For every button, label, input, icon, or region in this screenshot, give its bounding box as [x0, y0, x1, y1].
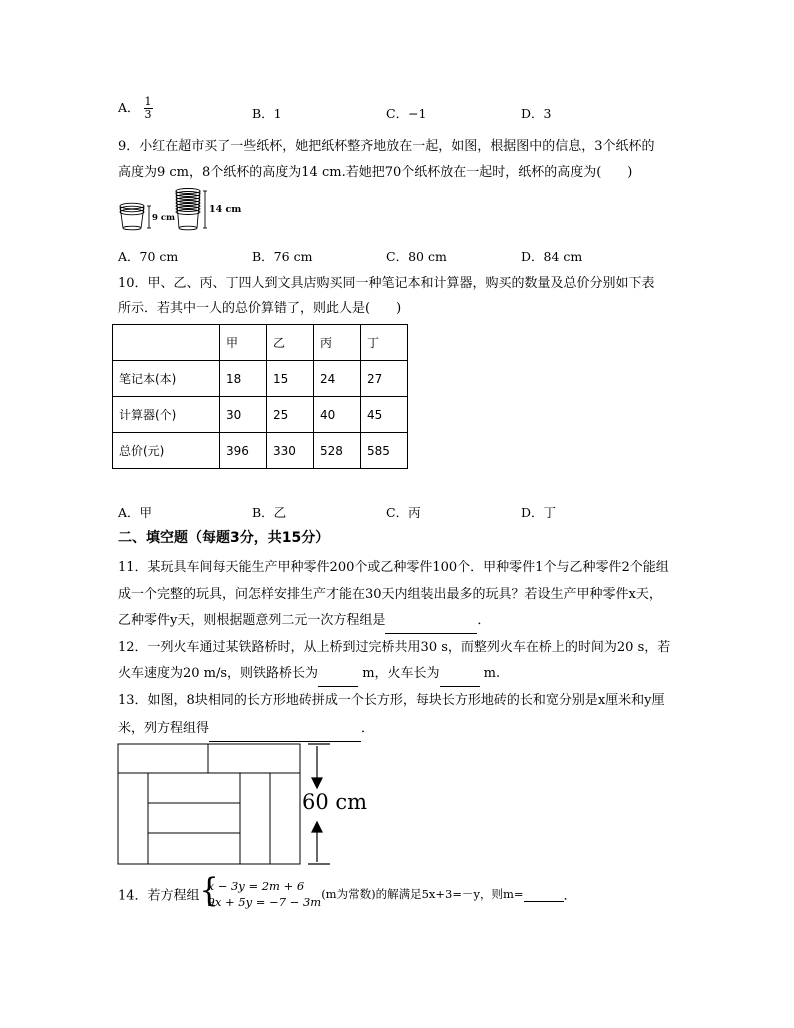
table-cell: 528: [314, 433, 361, 469]
q12-text-c: m.: [479, 666, 501, 681]
table-row-label: 计算器(个): [113, 397, 220, 433]
q8-option-b: B．1: [252, 106, 282, 121]
q13-end: ．: [361, 721, 375, 736]
q8-option-a-label: A．: [118, 100, 140, 115]
q9-option-d: D．84 cm: [521, 249, 583, 264]
q8-option-d: D．3: [521, 106, 552, 121]
brace-icon: {: [199, 871, 219, 910]
table-cell: 18: [220, 361, 267, 397]
table-cell: 396: [220, 433, 267, 469]
table-cell: 25: [267, 397, 314, 433]
table-header-cell: 丁: [361, 325, 408, 361]
q14-end: ．: [563, 888, 577, 904]
q10-option-d: D．丁: [521, 505, 557, 520]
table-header-cell: 甲: [220, 325, 267, 361]
q12-line-2: [118, 661, 500, 687]
q11-line-3: [118, 608, 490, 634]
table-row: [113, 361, 408, 397]
table-row-label: 笔记本(本): [113, 361, 220, 397]
q10-option-c: C．丙: [386, 505, 421, 520]
answer-blank: [440, 661, 480, 687]
q10-table: [112, 324, 408, 469]
fraction-denominator: 3: [144, 108, 152, 121]
q10-option-a: A．甲: [118, 505, 153, 520]
q13-label-60cm: 60 cm: [302, 790, 368, 814]
table-row: [113, 397, 408, 433]
q9-option-c: C．80 cm: [386, 249, 447, 264]
q9-option-b: B．76 cm: [252, 249, 313, 264]
table-cell: 24: [314, 361, 361, 397]
q9-line-1: 9．小红在超市买了一些纸杯，她把纸杯整齐地放在一起，如图，根据图中的信息，3个纸杯的: [118, 139, 655, 154]
q11-line-2: 成一个完整的玩具，问怎样安排生产才能在30天内组装出最多的玩具？若设生产甲种零件x天，: [118, 587, 662, 602]
table-cell: 45: [361, 397, 408, 433]
q10-line-2: 所示．若其中一人的总价算错了，则此人是( ): [118, 301, 402, 316]
answer-blank: [524, 886, 564, 902]
q9-label-14cm: 14 cm: [209, 204, 242, 215]
q13-tile-figure: [116, 742, 376, 866]
q13-line-2: [118, 716, 374, 742]
table-row: [113, 433, 408, 469]
answer-blank: [209, 716, 361, 742]
q14-line: [118, 871, 577, 918]
q9-line-2: 高度为9 cm，8个纸杯的高度为14 cm.若她把70个纸杯放在一起时，纸杯的高度为( ): [118, 165, 633, 180]
table-cell: [113, 325, 220, 361]
q12-text-a: 火车速度为20 m/s，则铁路桥长为: [118, 666, 319, 681]
answer-blank: [385, 608, 477, 634]
table-cell: 585: [361, 433, 408, 469]
table-cell: 15: [267, 361, 314, 397]
fraction-numerator: 1: [144, 95, 152, 108]
table-header-cell: 丙: [314, 325, 361, 361]
q9-cups-figure: [117, 188, 247, 232]
q14-suffix: (m为常数)的解满足5x+3=－y，则m=: [321, 887, 524, 901]
q8-option-c: C．−1: [386, 106, 427, 121]
q10-option-b: B．乙: [252, 505, 287, 520]
section-heading: 二、填空题（每题3分，共15分）: [118, 530, 330, 546]
q14-eq1: x − 3y = 2m + 6: [207, 879, 305, 893]
q13-line-2-text: 米，列方程组得: [118, 721, 210, 736]
table-header-cell: 乙: [267, 325, 314, 361]
q10-line-1: 10．甲、乙、丙、丁四人到文具店购买同一种笔记本和计算器，购买的数量及总价分别如下表: [118, 276, 655, 291]
q12-line-1: 12．一列火车通过某铁路桥时，从上桥到过完桥共用30 s，而整列火车在桥上的时间为20 s，若: [118, 640, 671, 655]
q14-prefix: 14．若方程组: [118, 888, 200, 904]
answer-blank: [318, 661, 358, 687]
q11-line-1: 11．某玩具车间每天能生产甲种零件200个或乙种零件100个．甲种零件1个与乙种零件2个能组: [118, 560, 669, 575]
q9-label-9cm: 9 cm: [152, 213, 176, 223]
table-row-label: 总价(元): [113, 433, 220, 469]
table-cell: 30: [220, 397, 267, 433]
q14-eq2: 9x + 5y = −7 − 3m: [207, 895, 322, 909]
q9-option-a: A．70 cm: [118, 249, 179, 264]
table-cell: 330: [267, 433, 314, 469]
q8-option-a: [118, 96, 153, 121]
q12-text-b: m，火车长为: [358, 666, 440, 681]
table-cell: 27: [361, 361, 408, 397]
q11-line-3-text: 乙种零件y天，则根据题意列二元一次方程组是: [118, 613, 386, 628]
q11-end: ．: [477, 613, 491, 628]
q14-equation-system: [199, 871, 322, 910]
q13-line-1: 13．如图，8块相同的长方形地砖拼成一个长方形，每块长方形地砖的长和宽分别是x厘米和y厘: [118, 693, 665, 708]
table-header-row: [113, 325, 408, 361]
table-cell: 40: [314, 397, 361, 433]
q8-option-a-fraction: [144, 96, 153, 121]
